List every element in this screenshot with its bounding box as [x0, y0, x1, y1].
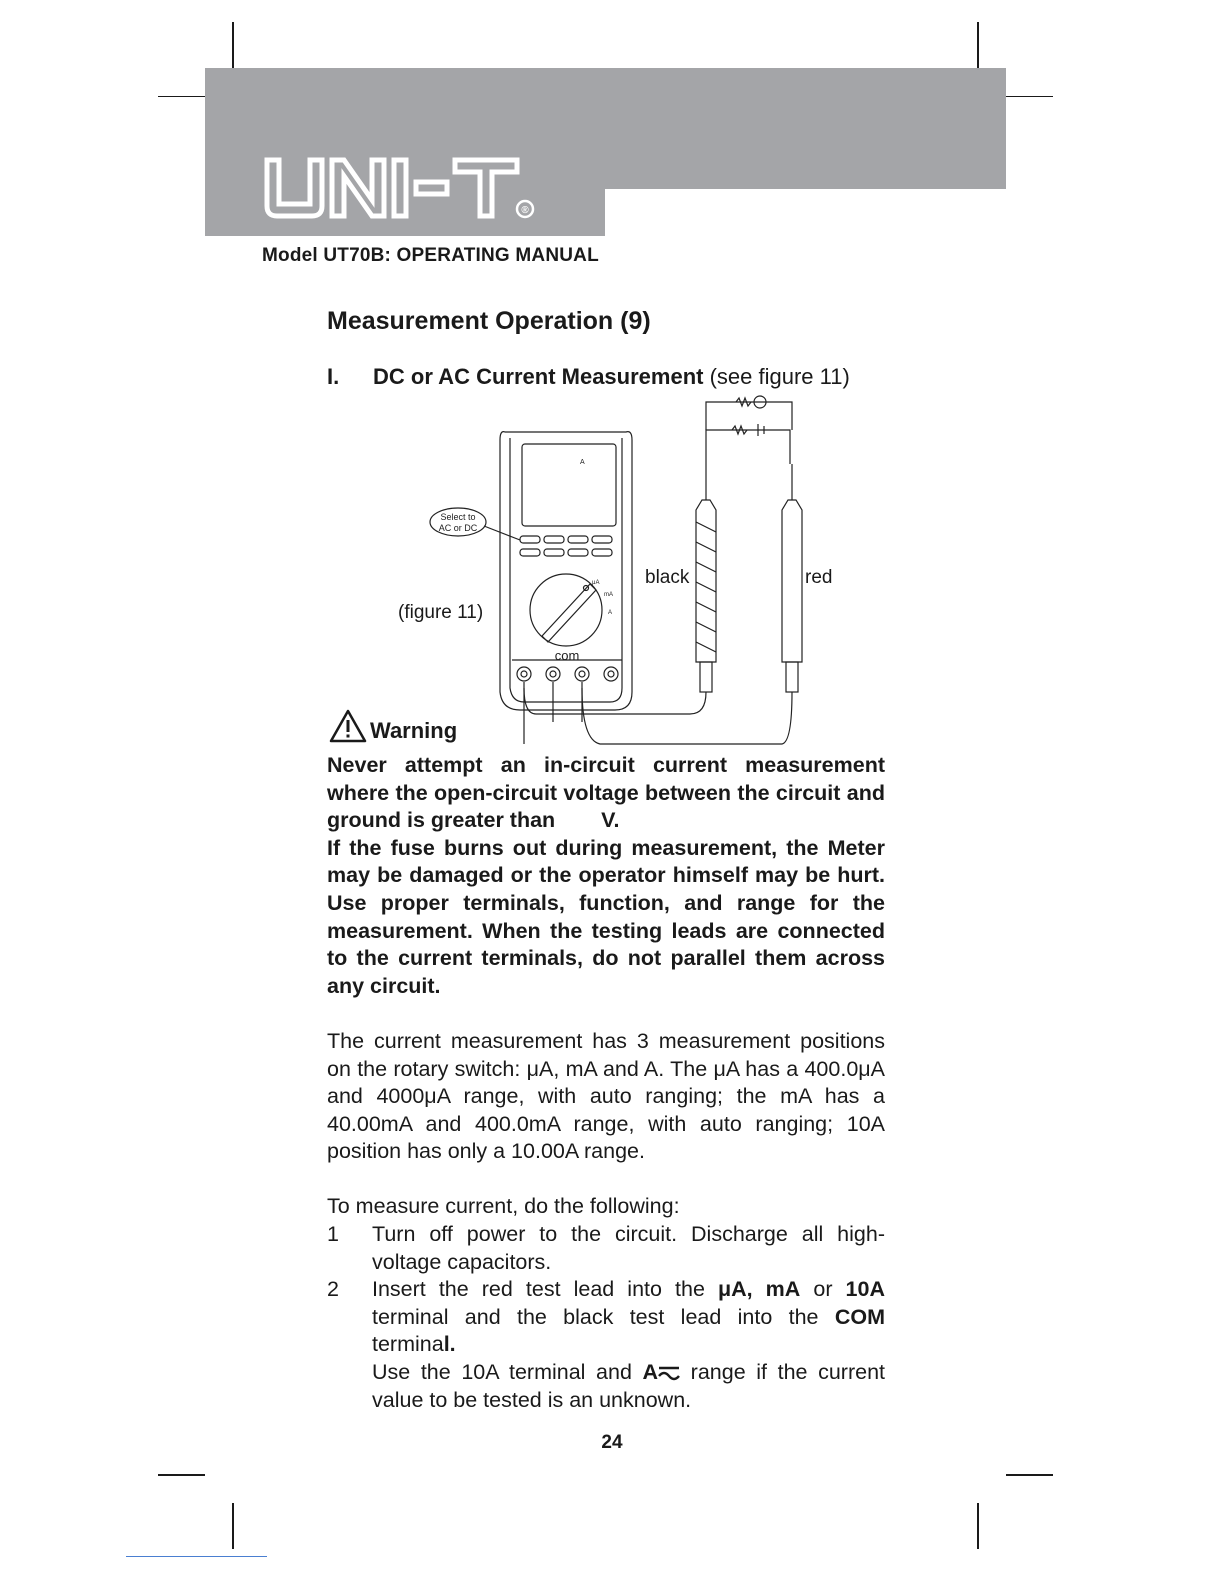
dial-label-ma: mA — [604, 592, 613, 598]
crop-mark — [1006, 96, 1053, 97]
model-line: Model UT70B: OPERATING MANUAL — [262, 245, 599, 266]
step-number: 1 — [327, 1222, 339, 1246]
crop-mark — [232, 1503, 234, 1549]
callout-line2: AC or DC — [438, 523, 478, 533]
subsection-title: DC or AC Current Measurement (see figure 11) — [373, 364, 850, 389]
warning-text — [327, 752, 885, 1000]
step-text: Insert the red test lead into the μA, mA or 10A terminal and the black test lead into the COM terminal. — [372, 1277, 885, 1357]
crop-mark — [158, 1474, 205, 1476]
figure-label: (figure 11) — [398, 602, 484, 623]
step-note: Use the 10A terminal and A range if the current value to be tested is an unknown. — [372, 1360, 885, 1412]
uni-t-logo — [262, 154, 537, 226]
warning-heading — [328, 708, 457, 744]
bottom-link-underline — [126, 1556, 267, 1557]
step-text: Turn off power to the circuit. Discharge all high-voltage capacitors. — [372, 1222, 885, 1274]
warning-paragraph: If the fuse burns out during measurement, the Meter may be damaged or the operator himself may be hurt. Use proper terminals, function, and range for the measurement. When the testing leads are connected to the current terminals, do not parallel them across any circuit. — [327, 835, 885, 998]
figure-11-diagram — [420, 392, 820, 752]
warning-triangle-icon — [328, 708, 368, 744]
warning-line-a-unit: V. — [601, 808, 620, 833]
black-lead-label: black — [645, 567, 690, 588]
ac-dc-symbol-icon — [658, 1365, 680, 1381]
steps-intro: To measure current, do the following: — [327, 1194, 680, 1218]
crop-mark — [977, 1503, 979, 1549]
subsection-number: I. — [327, 364, 340, 389]
section-title: Measurement Operation (9) — [327, 307, 651, 335]
display-indicator: A — [580, 459, 585, 466]
warning-title: Warning — [370, 718, 458, 743]
crop-mark — [977, 22, 979, 68]
crop-mark — [158, 96, 205, 97]
crop-mark — [1006, 1474, 1053, 1476]
callout-line1: Select to — [440, 512, 476, 522]
page-number: 24 — [601, 1432, 623, 1453]
body-paragraph: The current measurement has 3 measurement positions on the rotary switch: μA, mA and A. The μA has a 400.0μA and 4000μA range, with auto ranging; the mA has a 40.00mA and 400.0mA range, with auto ranging; 10A position has only a 10.00A range. — [327, 1029, 885, 1164]
ac-dc-amp-symbol: A — [642, 1360, 659, 1384]
warning-line-a: Never attempt an in-circuit current measurement where the open-circuit voltage between the circuit and ground is greater than — [327, 753, 885, 833]
red-lead-label: red — [805, 567, 833, 588]
crop-mark — [232, 22, 234, 68]
registered-mark: ® — [521, 205, 529, 216]
dial-label-a: A — [608, 610, 613, 616]
dial-label-ua: μA — [592, 580, 600, 586]
step-number: 2 — [327, 1277, 339, 1301]
com-label: com — [554, 648, 580, 663]
